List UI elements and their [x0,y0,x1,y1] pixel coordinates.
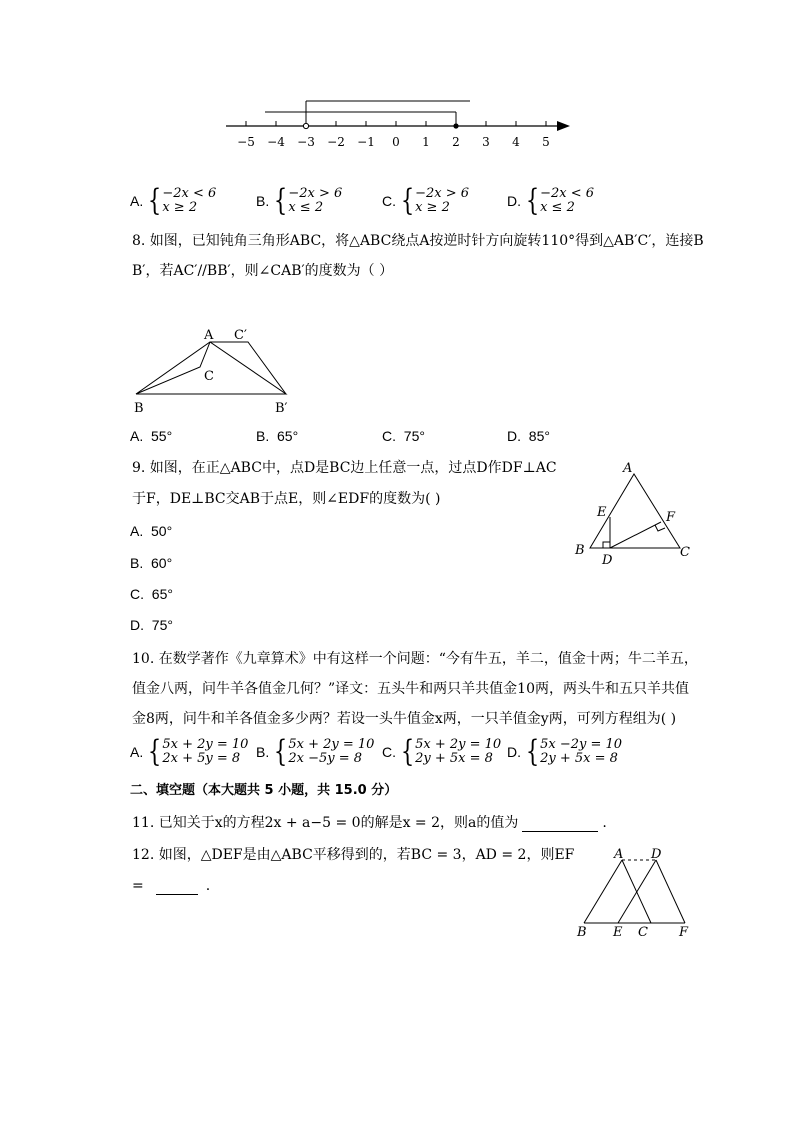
q8-stem-line-2: B′，若AC′//BB′，则∠CAB′的度数为（ ） [132,263,394,279]
system-row-2: x ≥ 2 [162,200,198,215]
q8-option-a[interactable] [130,428,172,444]
q8-figure [128,324,298,416]
system-row-2: 2y + 5x = 8 [540,751,618,766]
option-text: 85° [528,428,550,444]
label-b: B [577,925,587,940]
brace-icon: { [525,734,540,769]
q7-option-d[interactable] [507,183,595,218]
brace-icon: { [274,183,288,218]
system-row-2: x ≤ 2 [540,200,575,215]
option-letter: B. [256,193,270,209]
system-row-1: 5x + 2y = 10 [415,737,502,752]
label-c: C [204,369,214,384]
option-letter: B. [256,744,270,760]
option-letter: C. [382,428,396,444]
tick-label: 0 [392,135,400,149]
tick-label: 1 [422,135,430,149]
q12-stem-line-1: 12. 如图，△DEF是由△ABC平移得到的，若BC = 3，AD = 2，则EF [132,847,575,863]
label-c: C [680,545,690,560]
label-e: E [613,925,623,940]
brace-icon: { [525,183,540,218]
label-a: A [623,461,633,476]
label-b: B [575,543,585,558]
brace-icon: { [400,734,415,769]
option-letter: A. [130,523,144,539]
axis-arrow-icon [557,121,570,131]
q8-option-b[interactable] [256,428,298,444]
system-row-1: 5x + 2y = 10 [162,737,249,752]
option-text: 60° [151,555,173,571]
label-f: F [666,510,676,525]
q9-stem-line-2: 于F，DE⊥BC交AB于点E，则∠EDF的度数为( ) [132,491,441,507]
label-c: C [638,925,648,940]
q10-option-a[interactable] [130,734,249,769]
q9-option-c[interactable] [130,586,173,602]
option-letter: A. [130,193,144,209]
option-letter: B. [256,428,270,444]
option-letter: A. [130,744,144,760]
label-b: B [134,401,144,416]
option-letter: B. [130,555,144,571]
q10-stem-line-3: 金8两，问牛和羊各值金多少两？若设一头牛值金x两，一只羊值金y两，可列方程组为( ) [132,711,677,727]
system-row-2: x ≥ 2 [415,200,450,215]
q12-stem-line-2 [132,877,210,895]
triangle-abb-prime [136,342,286,394]
option-text: 65° [151,586,173,602]
label-f: F [679,925,689,940]
q10-option-b[interactable] [256,734,375,769]
system-row-1: −2x > 6 [288,186,343,201]
option-text: 55° [151,428,173,444]
label-a: A [614,847,624,862]
tick-label: 2 [452,135,460,149]
right-angle-mark-d [603,542,610,548]
q9-figure [570,458,700,570]
tick-label: −5 [237,135,255,149]
brace-icon: { [400,183,415,218]
brace-icon: { [274,734,288,769]
option-letter: C. [382,193,396,209]
option-letter: D. [507,428,521,444]
number-line-figure [220,95,580,155]
system-row-2: 2y + 5x = 8 [415,751,493,766]
open-point [303,123,308,128]
label-c-prime: C′ [234,328,247,343]
q12-equals: = [132,878,144,894]
system-row-2: 2x + 5y = 8 [162,751,241,766]
option-letter: D. [130,617,144,633]
system-row-2: x ≤ 2 [288,200,324,215]
system-row-2: 2x −5y = 8 [288,751,362,766]
tick-label: −3 [297,135,315,149]
tick-label: −1 [357,135,375,149]
q12-figure [572,844,698,940]
q9-option-d[interactable] [130,617,173,633]
option-letter: C. [382,744,396,760]
tick-label: −2 [327,135,345,149]
tick-label: 4 [512,135,520,149]
answer-blank[interactable] [522,817,598,832]
label-d: D [602,553,613,568]
q7-option-b[interactable] [256,183,343,218]
system-row-1: −2x < 6 [540,186,595,201]
q10-option-c[interactable] [382,734,502,769]
system-row-1: 5x + 2y = 10 [288,737,375,752]
q7-option-a[interactable] [130,183,217,218]
side-de [618,860,656,923]
brace-icon: { [148,734,162,769]
system-row-1: −2x > 6 [415,186,470,201]
label-d: D [651,847,662,862]
segment-df [610,522,661,548]
system-row-1: 5x −2y = 10 [540,737,623,752]
label-a: A [204,328,214,343]
q8-stem-line-1: 8. 如图，已知钝角三角形ABC，将△ABC绕点A按逆时针方向旋转110°得到△AB′C′，连接B [132,233,704,249]
q9-stem-line-1: 9. 如图，在正△ABC中，点D是BC边上任意一点，过点D作DF⊥AC [132,460,557,476]
brace-icon: { [148,183,162,218]
option-text: 75° [151,617,173,633]
label-b-prime: B′ [275,401,288,416]
side-ab [584,860,622,923]
tick-label: 3 [482,135,490,149]
option-letter: A. [130,428,144,444]
option-letter: D. [507,744,521,760]
right-angle-mark-f [655,525,665,531]
side-df [656,860,685,923]
section-title: 二、填空题（本大题共 5 小题，共 15.0 分） [130,783,398,798]
q7-option-c[interactable] [382,183,470,218]
tick-label: −4 [267,135,285,149]
option-letter: D. [507,193,521,209]
tick-label: 5 [542,135,550,149]
option-letter: C. [130,586,144,602]
q9-option-b[interactable] [130,555,172,571]
q10-stem-line-1: 10. 在数学著作《九章算术》中有这样一个问题：“今有牛五，羊二，值金十两；牛二羊五， [132,651,698,667]
option-text: 50° [151,523,173,539]
option-text: 65° [277,428,299,444]
q8-option-c[interactable] [382,428,425,444]
q11-end: . [602,815,607,831]
q10-stem-line-2: 值金八两，问牛羊各值金几何？”译文：五头牛和两只羊共值金10两，两头牛和五只羊共值 [132,681,689,697]
q9-option-a[interactable] [130,523,172,539]
label-e: E [597,505,607,520]
system-row-1: −2x < 6 [162,186,217,201]
closed-point [453,123,458,128]
answer-blank[interactable] [156,880,198,895]
q11-stem [132,814,607,832]
option-text: 75° [403,428,425,444]
q11-text: 11. 已知关于x的方程2x + a−5 = 0的解是x = 2，则a的值为 [132,815,519,831]
q12-end: . [205,878,211,894]
q10-option-d[interactable] [507,734,623,769]
q8-option-d[interactable] [507,428,550,444]
